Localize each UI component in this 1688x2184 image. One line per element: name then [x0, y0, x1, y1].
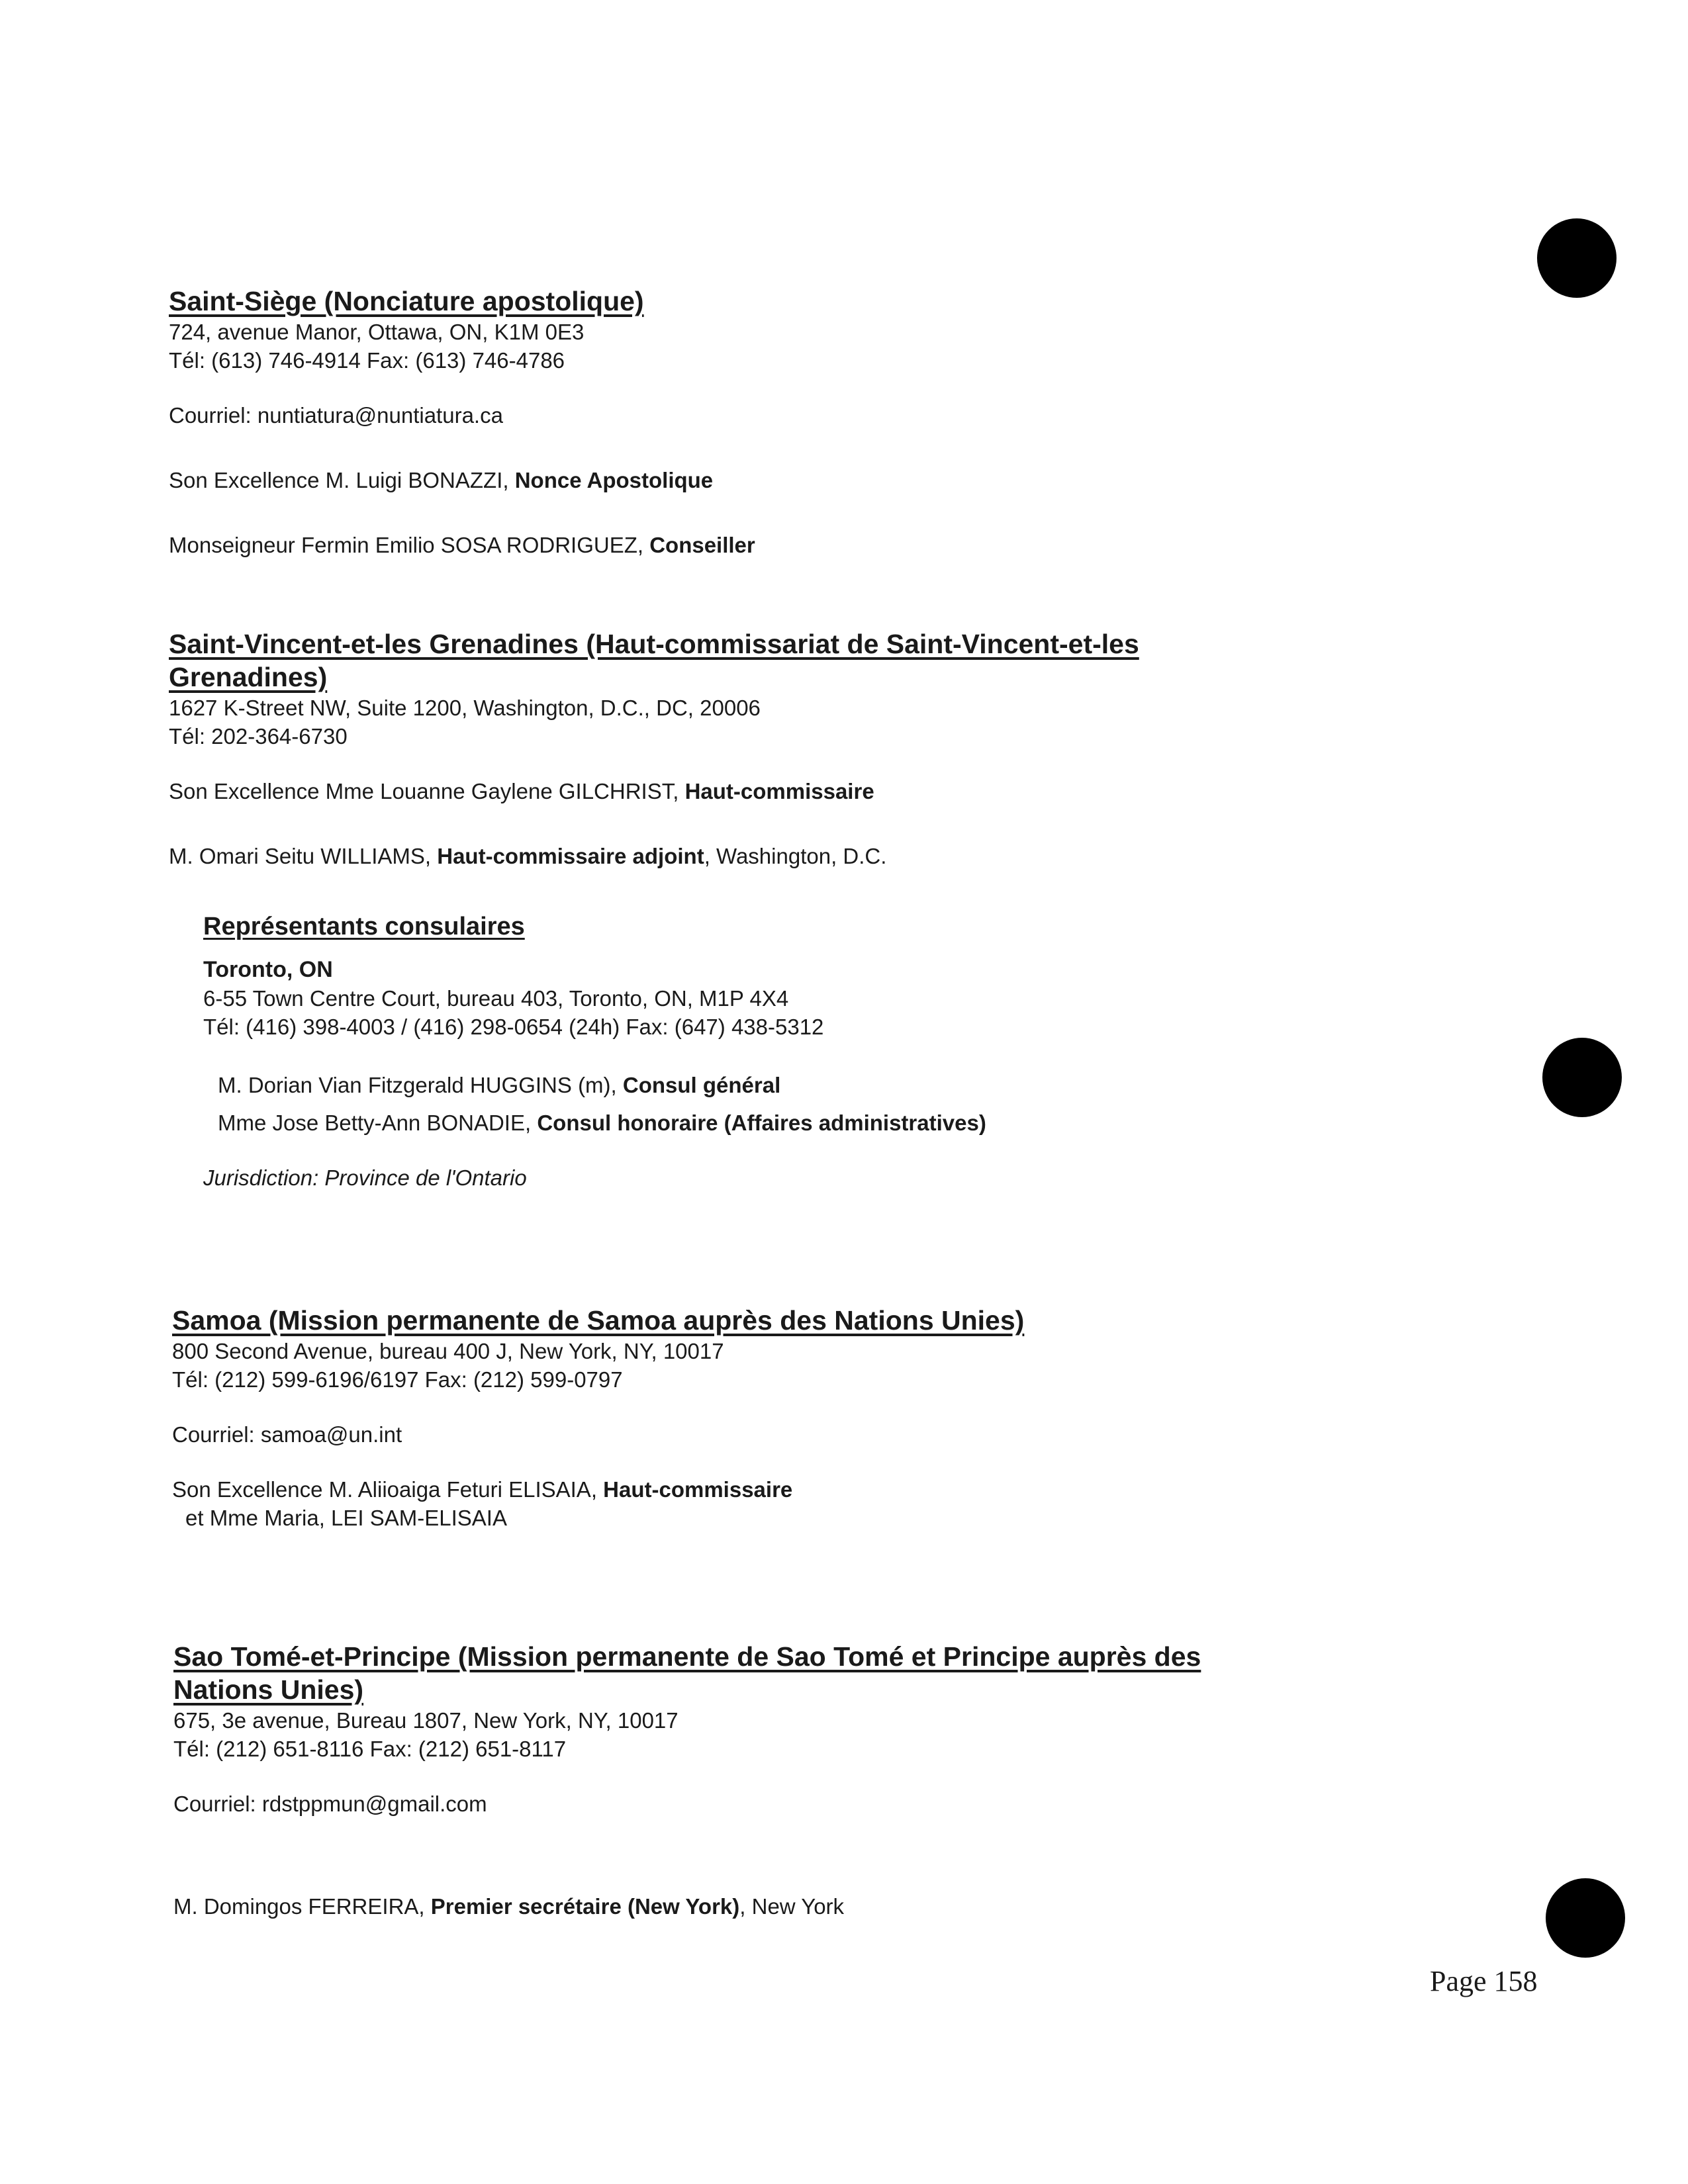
address: 6-55 Town Centre Court, bureau 403, Toronto, ON, M1P 4X4 [203, 986, 789, 1011]
email: Courriel: nuntiatura@nuntiatura.ca [169, 403, 503, 428]
person-location: , Washington, D.C. [704, 844, 887, 868]
person-title: Haut-commissaire adjoint [437, 844, 704, 868]
punch-hole-bottom [1546, 1878, 1625, 1958]
person-name: Mme Jose Betty-Ann BONADIE, [218, 1111, 538, 1135]
person-title: Conseiller [649, 533, 755, 557]
person-name: M. Domingos FERREIRA, [173, 1894, 431, 1919]
consular-city: Toronto, ON [203, 957, 333, 982]
entry-heading-line: Saint-Vincent-et-les Grenadines (Haut-commissariat de Saint-Vincent-et-les [169, 629, 1139, 659]
person-spouse: et Mme Maria, LEI SAM-ELISAIA [185, 1506, 507, 1530]
person-name: Son Excellence M. Luigi BONAZZI, [169, 468, 515, 492]
person-title: Consul général [622, 1073, 781, 1097]
person-line [169, 466, 1427, 494]
phone-fax: Tél: (212) 651-8116 Fax: (212) 651-8117 [173, 1737, 567, 1761]
email: Courriel: samoa@un.int [172, 1422, 402, 1447]
person-location: , New York [739, 1894, 845, 1919]
phone-fax: Tél: (416) 398-4003 / (416) 298-0654 (24h) Fax: (647) 438-5312 [203, 1015, 824, 1039]
jurisdiction: Jurisdiction: Province de l'Ontario [203, 1165, 527, 1190]
entry-heading [169, 627, 1427, 694]
person-title: Haut-commissaire [603, 1477, 793, 1502]
person-line [172, 1475, 1430, 1504]
address: 1627 K-Street NW, Suite 1200, Washington, D.C., DC, 20006 [169, 696, 761, 720]
entry-heading-line: Grenadines) [169, 662, 328, 692]
person-name: Son Excellence Mme Louanne Gaylene GILCHRIST, [169, 779, 685, 803]
entry-saint-siege [169, 285, 1427, 559]
consular-heading: Représentants consulaires [203, 913, 525, 940]
entry-saint-vincent [169, 627, 1427, 1192]
address: 675, 3e avenue, Bureau 1807, New York, NY, 10017 [173, 1708, 679, 1733]
phone-fax: Tél: (212) 599-6196/6197 Fax: (212) 599-0797 [172, 1367, 623, 1392]
entry-samoa [172, 1304, 1430, 1532]
phone: Tél: 202-364-6730 [169, 724, 348, 749]
person-line [169, 531, 1427, 559]
person-title: Haut-commissaire [684, 779, 874, 803]
phone-fax: Tél: (613) 746-4914 Fax: (613) 746-4786 [169, 348, 565, 373]
person-line [169, 777, 1427, 805]
person-line [173, 1892, 1431, 1921]
entry-heading: Samoa (Mission permanente de Samoa auprès des Nations Unies) [172, 1305, 1025, 1336]
entry-heading [173, 1640, 1431, 1706]
page-number: Page 158 [1430, 1965, 1538, 1997]
entry-heading: Saint-Siège (Nonciature apostolique) [169, 286, 644, 316]
address: 800 Second Avenue, bureau 400 J, New York, NY, 10017 [172, 1339, 724, 1363]
person-line [218, 1109, 1427, 1137]
punch-hole-top [1537, 218, 1617, 298]
punch-hole-middle [1542, 1038, 1622, 1117]
person-title: Consul honoraire (Affaires administratives) [537, 1111, 986, 1135]
entry-heading-line: Sao Tomé-et-Principe (Mission permanente de Sao Tomé et Principe auprès des [173, 1641, 1201, 1672]
person-line [218, 1071, 1427, 1099]
person-title: Premier secrétaire (New York) [430, 1894, 740, 1919]
person-title: Nonce Apostolique [514, 468, 714, 492]
person-name: M. Omari Seitu WILLIAMS, [169, 844, 438, 868]
address: 724, avenue Manor, Ottawa, ON, K1M 0E3 [169, 320, 585, 344]
email: Courriel: rdstppmun@gmail.com [173, 1792, 487, 1816]
person-name: Son Excellence M. Aliioaiga Feturi ELISAIA, [172, 1477, 604, 1502]
entry-heading-line: Nations Unies) [173, 1674, 364, 1705]
person-line [169, 842, 1427, 870]
person-name: M. Dorian Vian Fitzgerald HUGGINS (m), [218, 1073, 623, 1097]
consular-people [218, 1071, 1427, 1137]
entry-sao-tome [173, 1640, 1431, 1921]
consular-section [203, 911, 1427, 1192]
person-name: Monseigneur Fermin Emilio SOSA RODRIGUEZ, [169, 533, 650, 557]
